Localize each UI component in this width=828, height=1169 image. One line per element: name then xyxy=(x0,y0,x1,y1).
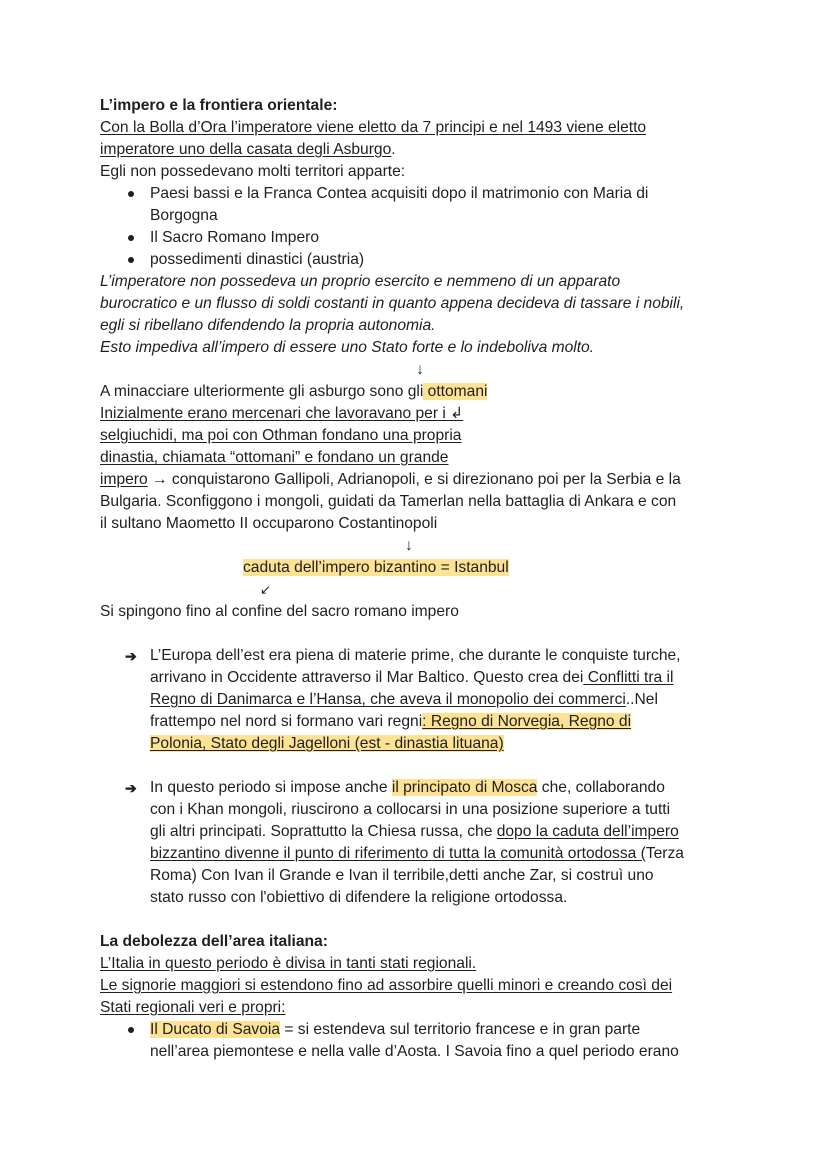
text-line: Egli non possedevano molti territori apparte: xyxy=(100,163,406,180)
text-line: con i Khan mongoli, riuscirono a collocarsi in una posizione superiore a tutti xyxy=(150,801,671,818)
arrow-right-icon: ➔ xyxy=(125,780,137,796)
text-line: Stati regionali veri e propri: xyxy=(100,999,286,1016)
text-line: Roma) Con Ivan il Grande e Ivan il terribile,detti anche Zar, si costruì uno xyxy=(150,867,654,884)
text-line: Polonia, Stato degli Jagelloni (est - dinastia lituana) xyxy=(150,735,504,752)
text-line: A minacciare ulteriormente gli asburgo sono gli ottomani xyxy=(100,383,488,400)
text-line: Le signorie maggiori si estendono fino ad assorbire quelli minori e creando così dei xyxy=(100,977,673,994)
section-title: L’impero e la frontiera orientale: xyxy=(100,97,338,114)
text-line: dinastia, chiamata “ottomani” e fondano un grande xyxy=(100,449,449,466)
text-line: il sultano Maometto II occuparono Costantinopoli xyxy=(100,515,438,532)
text-line: Regno di Danimarca e l’Hansa, che aveva il monopolio dei commerci..Nel xyxy=(150,691,658,708)
text-line: Inizialmente erano mercenari che lavoravano per i ↲ xyxy=(100,405,464,422)
text-line: frattempo nel nord si formano vari regni: Regno di Norvegia, Regno di xyxy=(150,713,632,730)
arrow-right-icon: ➔ xyxy=(125,648,137,664)
bullet-dot-icon xyxy=(128,235,134,241)
text-line: impero → conquistarono Gallipoli, Adrianopoli, e si direzionano poi per la Serbia e la xyxy=(100,471,681,488)
text-line: stato russo con l'obiettivo di difendere la religione ortodossa. xyxy=(150,889,568,906)
text-line: arrivano in Occidente attraverso il Mar Baltico. Questo crea dei Conflitti tra il xyxy=(150,669,674,686)
section-title: La debolezza dell’area italiana: xyxy=(100,933,328,950)
list-item-continuation: Borgogna xyxy=(150,207,218,224)
text-line: caduta dell’impero bizantino = Istanbul xyxy=(243,559,509,576)
text-line: L’Italia in questo periodo è divisa in tanti stati regionali. xyxy=(100,955,477,972)
diagonal-arrow-icon: ↙ xyxy=(260,582,271,597)
arrow-list-item: ➔ In questo periodo si impose anche il principato di Mosca che, collaborando xyxy=(100,777,740,799)
text-line: bizzantino divenne il punto di riferimento di tutta la comunità ortodossa (Terza xyxy=(150,845,684,862)
arrow-list-item: ➔ L’Europa dell’est era piena di materie prime, che durante le conquiste turche, xyxy=(100,645,740,667)
text-line: gli altri principati. Soprattutto la Chiesa russa, che dopo la caduta dell’impero xyxy=(150,823,679,840)
bullet-dot-icon xyxy=(128,191,134,197)
bullet-dot-icon xyxy=(128,257,134,263)
bullet-dot-icon xyxy=(128,1027,134,1033)
italic-line: L’imperatore non possedeva un proprio esercito e nemmeno di un apparato xyxy=(100,273,621,290)
list-item: Il Sacro Romano Impero xyxy=(100,227,740,249)
document-page xyxy=(100,95,740,1063)
down-arrow-icon: ↓ xyxy=(405,537,413,554)
italic-line: burocratico e un flusso di soldi costanti in quanto appena decideva di tassare i nobili, xyxy=(100,295,685,312)
italic-line: egli si ribellano difendendo la propria autonomia. xyxy=(100,317,436,334)
text-line: Con la Bolla d’Ora l’imperatore viene eletto da 7 principi e nel 1493 viene eletto xyxy=(100,119,647,136)
list-item: Il Ducato di Savoia = si estendeva sul territorio francese e in gran parte xyxy=(100,1019,740,1041)
text-line: Bulgaria. Sconfiggono i mongoli, guidati da Tamerlan nella battaglia di Ankara e con xyxy=(100,493,677,510)
text-line: Si spingono fino al confine del sacro romano impero xyxy=(100,603,459,620)
down-arrow-icon: ↓ xyxy=(416,361,424,378)
list-item: Paesi bassi e la Franca Contea acquisiti dopo il matrimonio con Maria di xyxy=(100,183,740,205)
text-line: selgiuchidi, ma poi con Othman fondano una propria xyxy=(100,427,462,444)
text-line: imperatore uno della casata degli Asburgo. xyxy=(100,141,396,158)
italic-line: Esto impediva all’impero di essere uno Stato forte e lo indeboliva molto. xyxy=(100,339,595,356)
list-item: possedimenti dinastici (austria) xyxy=(100,249,740,271)
list-item-continuation: nell’area piemontese e nella valle d’Aosta. I Savoia fino a quel periodo erano xyxy=(150,1043,679,1060)
